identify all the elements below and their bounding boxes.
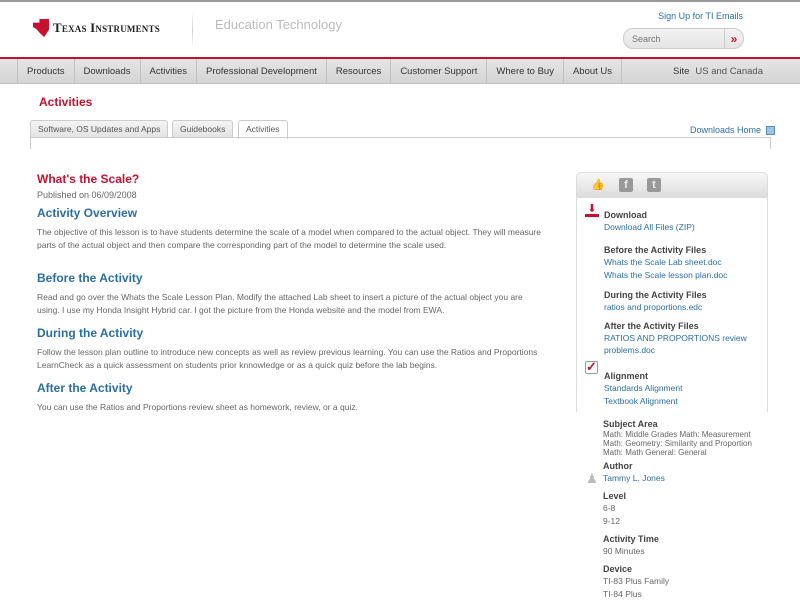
top-border [0, 0, 800, 2]
subject-value: Math: Math General: General [603, 448, 707, 457]
download-all-link[interactable]: Download All Files (ZIP) [604, 222, 695, 232]
download-section [577, 203, 767, 234]
alignment-section [577, 359, 767, 408]
download-heading: Download [604, 210, 647, 220]
site-value[interactable]: US and Canada [695, 66, 763, 77]
section-text: The objective of this lesson is to have students determine the scale of a model when compared to the actual object. They will measure parts of the actual object and then compare the corresponding part of the model to determine the scale used. [37, 227, 541, 250]
page-heading: Activities [39, 95, 93, 109]
before-files-heading: Before the Activity Files [604, 245, 707, 255]
level-heading: Level [603, 491, 627, 501]
author-icon: ♟ [586, 471, 598, 486]
level-section [576, 490, 768, 528]
activity-content [37, 172, 542, 423]
after-files-heading: After the Activity Files [604, 321, 699, 331]
site-label: Site [673, 66, 690, 77]
activity-time-heading: Activity Time [603, 534, 659, 544]
file-link[interactable]: ratios and proportions.edc [604, 302, 703, 312]
section-heading: After the Activity [37, 381, 133, 395]
after-files-section [577, 320, 759, 356]
ti-logo-icon [33, 19, 49, 37]
nav-customer-support[interactable]: Customer Support [390, 59, 486, 84]
section-title: Education Technology [215, 17, 342, 32]
tab-panel [30, 137, 771, 149]
download-icon: ⬇ [585, 205, 599, 217]
section-heading: Activity Overview [37, 206, 138, 220]
alignment-heading: Alignment [604, 371, 648, 381]
device-heading: Device [603, 564, 633, 574]
twitter-icon[interactable]: t [647, 178, 661, 192]
author-link[interactable]: Tammy L. Jones [603, 473, 665, 483]
subject-heading: Subject Area [603, 419, 658, 429]
nav-resources[interactable]: Resources [326, 59, 390, 84]
subject-section [576, 418, 768, 457]
nav-activities[interactable]: Activities [140, 59, 196, 84]
level-value: 6-8 [603, 503, 616, 513]
file-link[interactable]: Whats the Scale lesson plan.doc [604, 270, 728, 280]
downloads-home-label: Downloads Home [690, 125, 762, 135]
during-files-heading: During the Activity Files [604, 290, 707, 300]
level-value: 9-12 [603, 516, 621, 526]
alignment-check-icon: ✓ [586, 359, 597, 374]
sidebar-files [576, 198, 768, 412]
activity-time-section [576, 533, 768, 558]
search-box [623, 28, 744, 49]
device-value: TI-83 Plus Family [603, 576, 670, 586]
published-date: Published on 06/09/2008 [37, 190, 137, 200]
tab-activities[interactable]: Activities [238, 120, 288, 139]
subject-value: Math: Geometry: Similarity and Proportion [603, 439, 752, 448]
search-button[interactable]: » [724, 29, 743, 48]
nav-downloads[interactable]: Downloads [74, 59, 140, 84]
file-link[interactable]: Whats the Scale Lab sheet.doc [604, 257, 722, 267]
facebook-icon[interactable]: f [619, 178, 633, 192]
signup-link[interactable]: Sign Up for TI Emails [658, 11, 743, 21]
section-heading: Before the Activity [37, 271, 143, 285]
logo-text: Texas Instruments [53, 20, 160, 35]
device-value: TI-84 Plus [603, 589, 642, 599]
section-text: You can use the Ratios and Proportions review sheet as homework, review, or a quiz. [37, 402, 358, 412]
section-heading: During the Activity [37, 326, 144, 340]
nav-professional-development[interactable]: Professional Development [196, 59, 326, 84]
standards-alignment-link[interactable]: Standards Alignment [604, 383, 683, 393]
subject-value: Math: Middle Grades Math: Measurement [603, 430, 751, 439]
home-icon [766, 126, 775, 135]
author-section [576, 460, 768, 485]
tab-guidebooks[interactable]: Guidebooks [172, 120, 233, 138]
share-bar [576, 172, 768, 198]
nav-where-to-buy[interactable]: Where to Buy [486, 59, 563, 84]
section-text: Read and go over the Whats the Scale Lesson Plan. Modify the attached Lab sheet to insert a picture of the actual object you are using. I use my Honda Insight Hybrid car. I got the picture from the Honda website and the model from EWA. [37, 292, 523, 315]
file-link[interactable]: RATIOS AND PROPORTIONS review problems.doc [604, 333, 747, 355]
device-section [576, 563, 768, 601]
during-files-section [577, 289, 767, 314]
downloads-home-link[interactable] [690, 125, 775, 135]
nav-products[interactable]: Products [17, 59, 74, 84]
search-input[interactable] [624, 34, 724, 44]
activity-sidebar [576, 172, 768, 598]
header-divider [192, 12, 193, 48]
section-text: Follow the lesson plan outline to introduce new concepts as well as review previous learning. You can use the Ratios and Proportions LearnCheck as a quick assessment on students prior knnowledge or as a quick quiz before the lab begins. [37, 347, 538, 370]
site-selector[interactable] [673, 66, 763, 77]
ti-logo[interactable] [33, 19, 160, 37]
before-files-section [577, 244, 767, 282]
author-heading: Author [603, 461, 633, 471]
nav-about-us[interactable]: About Us [563, 59, 622, 84]
tab-software[interactable]: Software, OS Updates and Apps [30, 120, 168, 138]
activity-time-value: 90 Minutes [603, 546, 645, 556]
activity-title: What's the Scale? [37, 172, 140, 186]
textbook-alignment-link[interactable]: Textbook Alignment [604, 396, 678, 406]
like-icon[interactable]: 👍 [591, 179, 605, 191]
